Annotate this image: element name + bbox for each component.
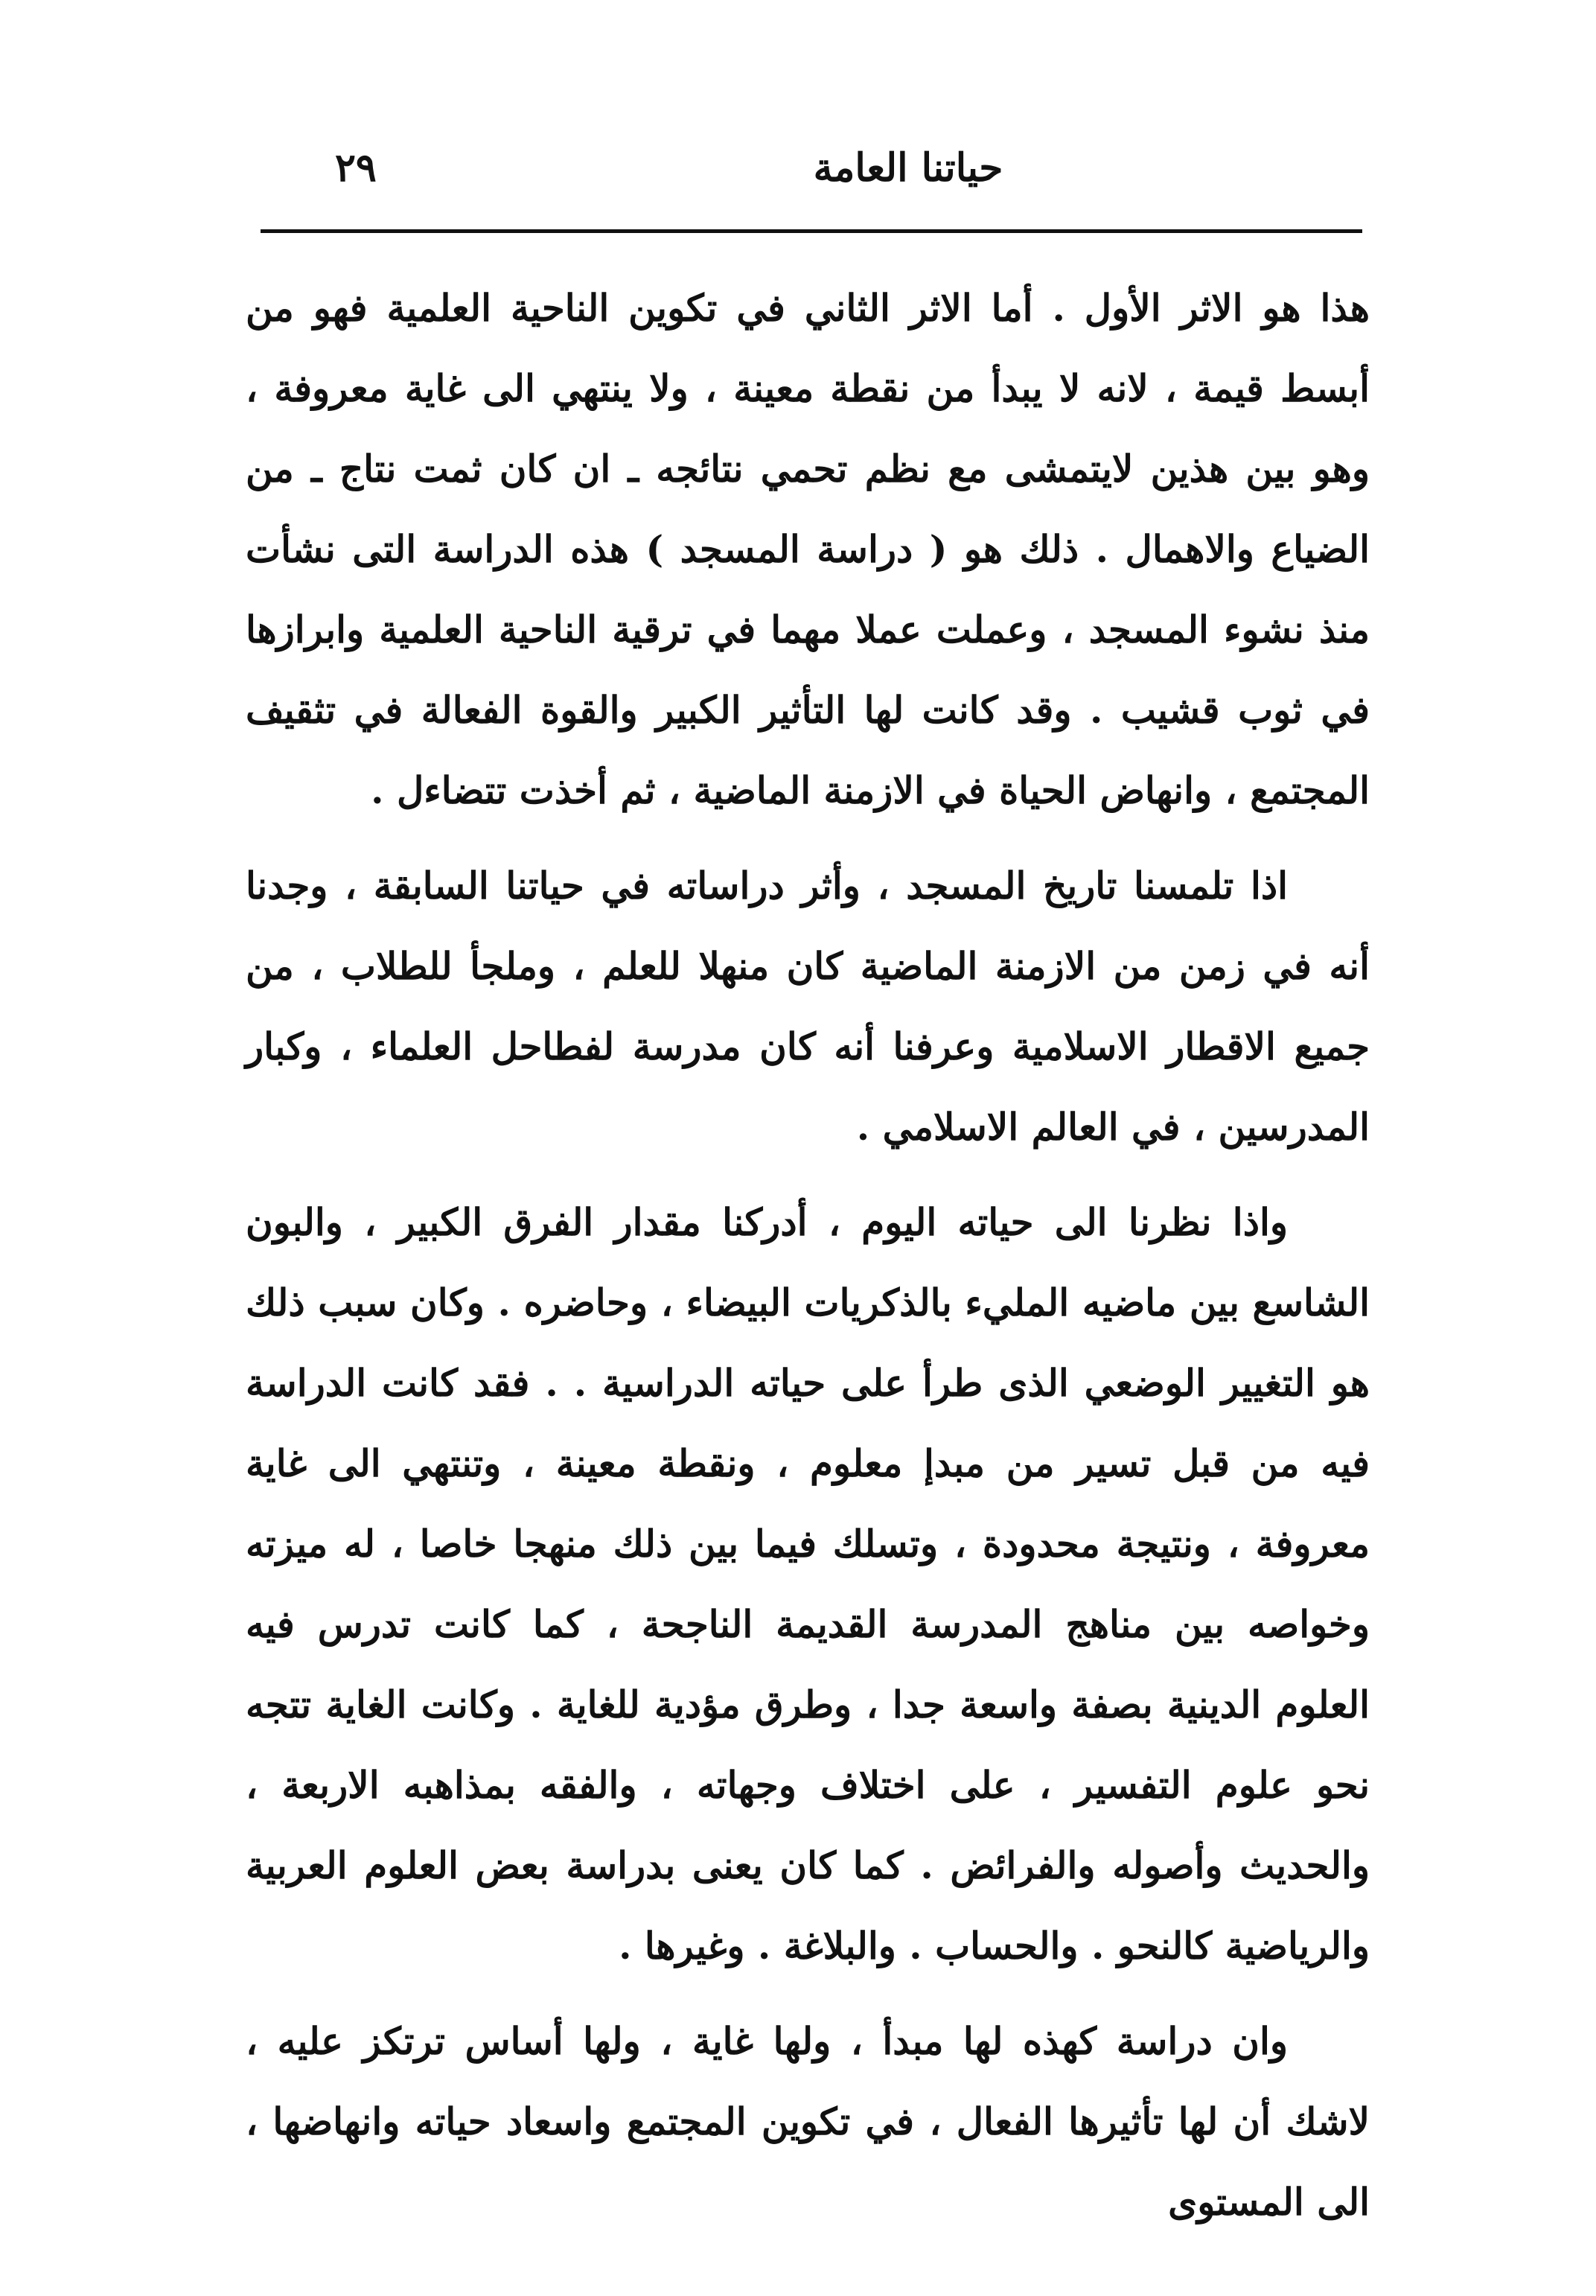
paragraph-3: واذا نظرنا الى حياته اليوم ، أدركنا مقدار الفرق الكبير ، والبون الشاسع بين ماضيه المليء بالذكريات البيضاء ، وحاضره . وكان سبب ذلك هو التغيير الوضعي الذى طرأ على حياته الدراسية . . فقد كانت الدراسة فيه من قبل تسير من مبدإ معلوم ، ونقطة معينة ، وتنتهي الى غاية معروفة ، ونتيجة محدودة ، وتسلك فيما بين ذلك منهجا خاصا ، له ميزته وخواصه بين مناهج المدرسة القديمة الناجحة ، كما كانت تدرس فيه العلوم الدينية بصفة واسعة جدا ، وطرق مؤدية للغاية . وكانت الغاية تتجه نحو علوم التفسير ، على اختلاف وجهاته ، والفقه بمذاهبه الاربعة ، والحديث وأصوله والفرائض . كما كان يعنى بدراسة بعض العلوم العربية والرياضية كالنحو . والحساب . والبلاغة . وغيرها . [246,1200,1370,1968]
paragraph-1: هذا هو الاثر الأول . أما الاثر الثاني في تكوين الناحية العلمية فهو من أبسط قيمة ، لانه لا يبدأ من نقطة معينة ، ولا ينتهي الى غاية معروفة ، وهو بين هذين لايتمشى مع نظم تحمي نتائجه ـ ان كان ثمت نتاج ـ من الضياع والاهمال . ذلك هو ( دراسة المسجد ) هذه الدراسة التى نشأت منذ نشوء المسجد ، وعملت عملا مهما في ترقية الناحية العلمية وابرازها في ثوب قشيب . وقد كانت لها التأثير الكبير والقوة الفعالة في تثقيف المجتمع ، وانهاض الحياة في الازمنة الماضية ، ثم أخذت تتضاءل . [246,286,1370,812]
paragraph-2: اذا تلمسنا تاريخ المسجد ، وأثر دراساته في حياتنا السابقة ، وجدنا أنه في زمن من الازمنة الماضية كان منهلا للعلم ، وملجأ للطلاب ، من جميع الاقطار الاسلامية وعرفنا أنه كان مدرسة لفطاحل العلماء ، وكبار المدرسين ، في العالم الاسلامي . [246,864,1370,1149]
page-header [253,145,1370,205]
running-title: حياتنا العامة [813,145,1003,191]
paragraph-4: وان دراسة كهذه لها مبدأ ، ولها غاية ، ولها أساس ترتكز عليه ، لاشك أن لها تأثيرها الفعال ، في تكوين المجتمع واسعاد حياته وانهاضها ، الى المستوى [246,2019,1370,2224]
page-number: ٢٩ [335,145,377,191]
header-rule [261,229,1362,233]
body-text [246,268,1370,2257]
